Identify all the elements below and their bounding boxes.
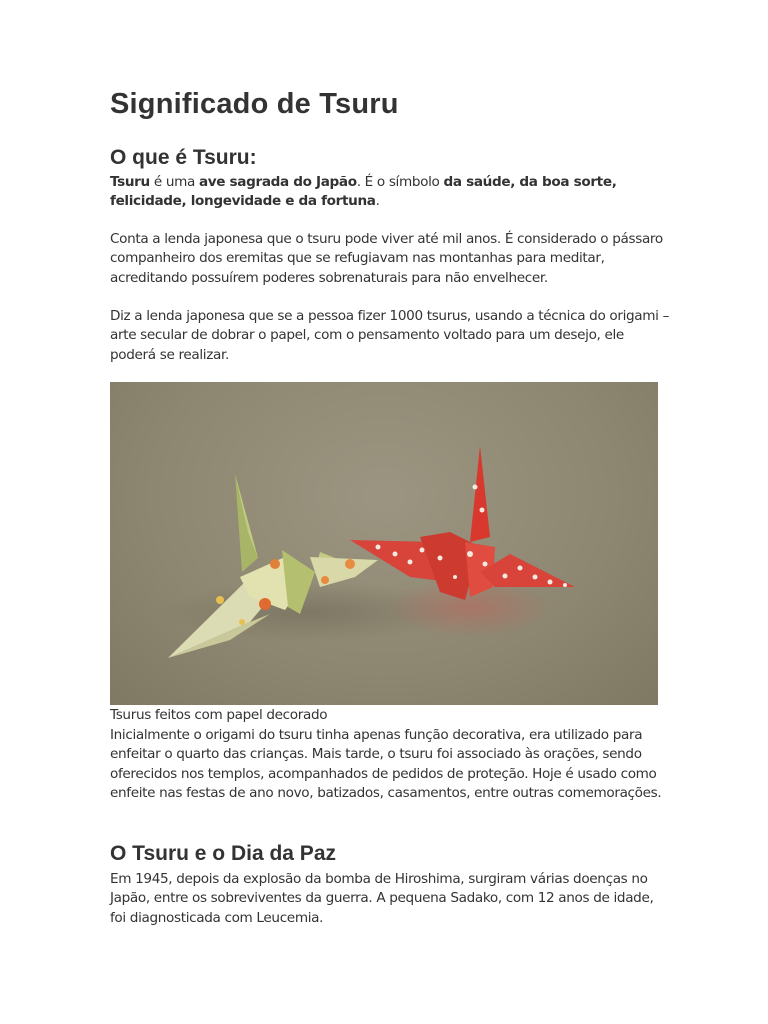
origami-cranes-photo bbox=[110, 382, 658, 705]
section-heading-what-is-tsuru: O que é Tsuru: bbox=[110, 146, 257, 169]
legend-paragraph: Conta a lenda japonesa que o tsuru pode viver até mil anos. É considerado o pássaro companheiro dos eremitas que se refugiavam nas montanhas para meditar, acreditando possuírem poderes sobrenaturais para não envelhecer. bbox=[110, 231, 663, 286]
section-heading-peace-day: O Tsuru e o Dia da Paz bbox=[110, 842, 336, 865]
history-paragraph: Inicialmente o origami do tsuru tinha apenas função decorativa, era utilizado para enfeitar o quarto das crianças. Mais tarde, o tsuru foi associado às orações, sendo oferecidos nos templos, acompanhados de pedidos de proteção. Hoje é usado como enfeite nas festas de ano novo, batizados, casamentos, entre outras comemorações. bbox=[110, 727, 662, 802]
origami-cranes-illustration bbox=[110, 382, 658, 705]
intro-paragraph: Tsuru é uma ave sagrada do Japão. É o símbolo da saúde, da boa sorte, felicidade, longevidade e da fortuna. bbox=[110, 174, 617, 210]
image-caption: Tsurus feitos com papel decorado bbox=[110, 707, 328, 723]
thousand-cranes-paragraph: Diz a lenda japonesa que se a pessoa fizer 1000 tsurus, usando a técnica do origami – arte secular de dobrar o papel, com o pensamento voltado para um desejo, ele poderá se realizar. bbox=[110, 308, 670, 363]
bold-term: Tsuru bbox=[110, 174, 150, 190]
page-title: Significado de Tsuru bbox=[110, 88, 399, 120]
hiroshima-paragraph: Em 1945, depois da explosão da bomba de Hiroshima, surgiram várias doenças no Japão, entre os sobreviventes da guerra. A pequena Sadako, com 12 anos de idade, foi diagnosticada com Leucemia. bbox=[110, 871, 654, 926]
red-crane bbox=[350, 446, 575, 600]
